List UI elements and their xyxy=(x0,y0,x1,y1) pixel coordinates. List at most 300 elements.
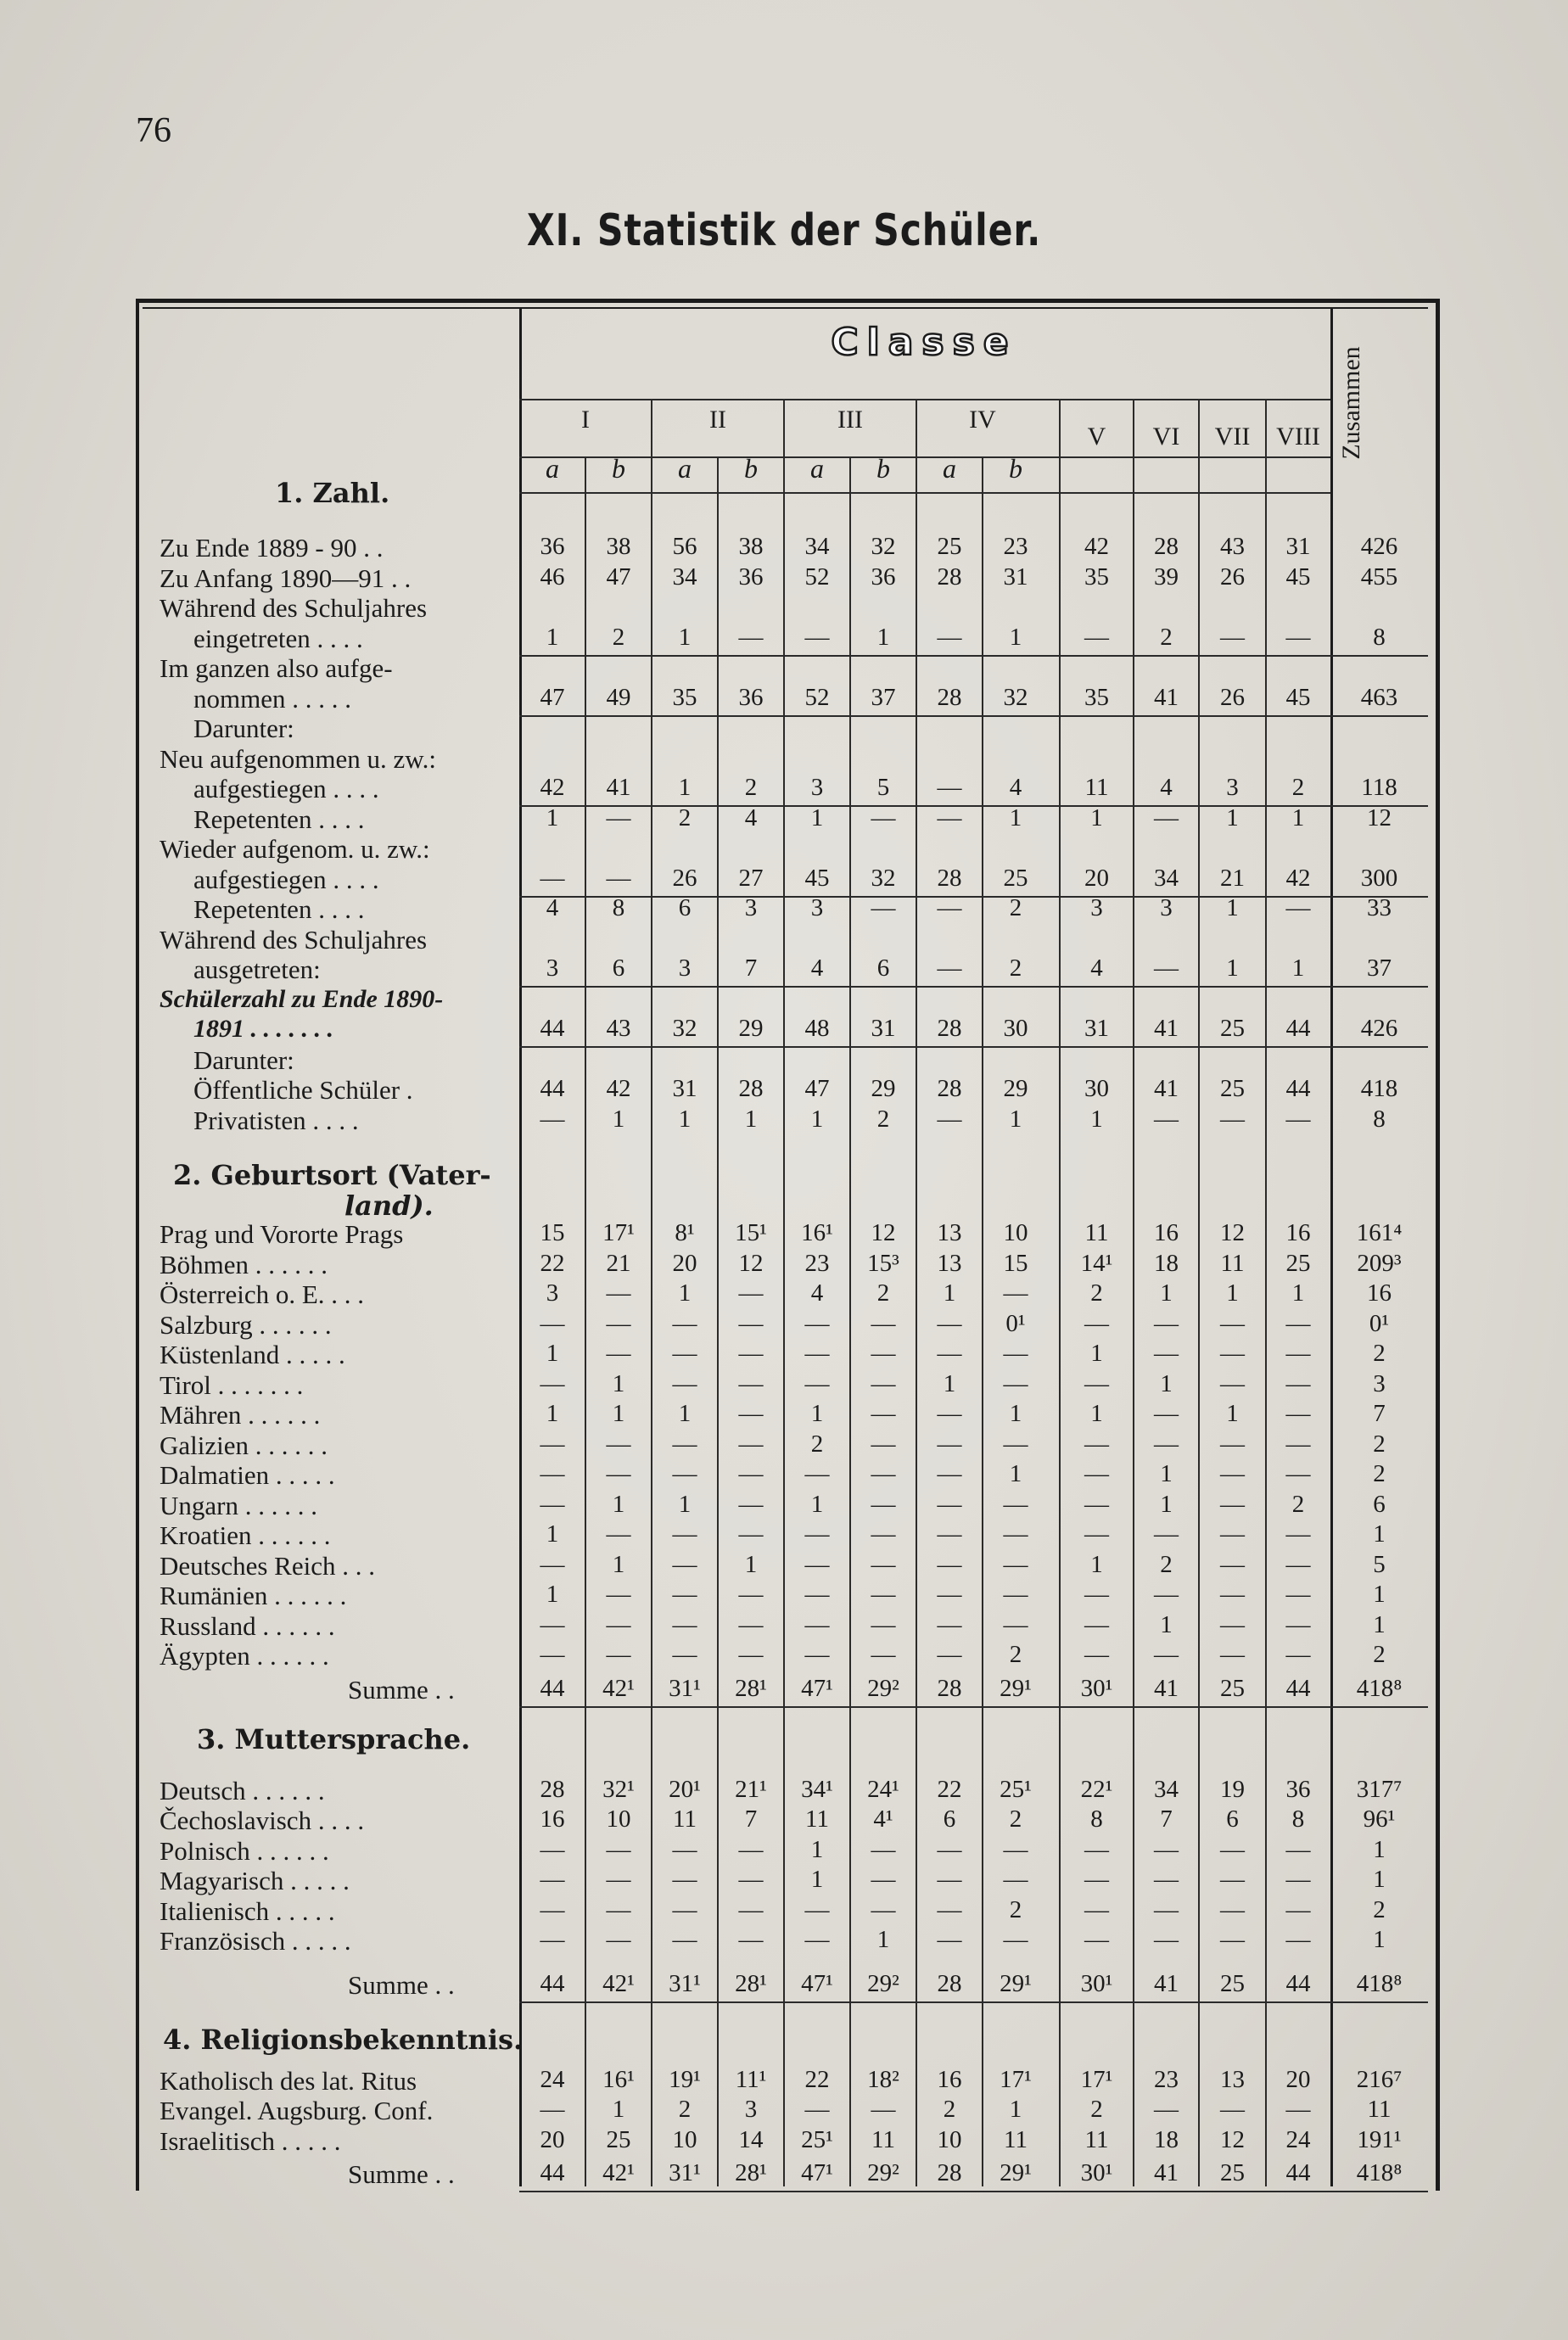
value-cell: 2 xyxy=(1090,2096,1103,2123)
row-label: Darunter: xyxy=(193,714,294,743)
total-cell: 8 xyxy=(1373,1105,1386,1133)
value-cell: 4 xyxy=(1009,774,1022,801)
value-cell: 28 xyxy=(937,1075,962,1102)
value-cell: 35 xyxy=(1084,683,1109,711)
total-cell: 118 xyxy=(1361,774,1397,801)
value-cell: — xyxy=(1003,1835,1028,1863)
value-cell: — xyxy=(1285,1309,1311,1337)
total-cell: 300 xyxy=(1360,864,1398,892)
value-cell: 18² xyxy=(867,2065,899,2093)
value-cell: — xyxy=(1285,1550,1311,1578)
value-cell: — xyxy=(738,1490,764,1518)
value-cell: 8 xyxy=(612,894,625,921)
row-label: Katholisch des lat. Ritus xyxy=(160,2065,417,2096)
row-label: Repetenten . . . . xyxy=(193,894,365,924)
value-cell: 25 xyxy=(1220,1969,1245,1997)
value-cell: 31 xyxy=(871,1015,896,1042)
value-cell: 1 xyxy=(612,1105,625,1133)
value-cell: — xyxy=(738,1926,764,1953)
value-cell: 31 xyxy=(1003,563,1028,591)
value-cell: 1 xyxy=(678,1279,692,1307)
value-cell: 1 xyxy=(1090,1400,1103,1427)
value-cell: — xyxy=(1003,1369,1028,1397)
value-cell: — xyxy=(1084,1610,1109,1638)
value-cell: 25¹ xyxy=(1000,1775,1032,1803)
value-cell: 1 xyxy=(1009,623,1022,651)
value-cell: — xyxy=(871,1340,896,1367)
classe-heading: Classe xyxy=(831,321,1017,364)
value-cell: 2 xyxy=(1160,1550,1173,1578)
value-cell: 1 xyxy=(1009,1460,1022,1487)
value-cell: 1 xyxy=(678,1400,692,1427)
total-cell: 1 xyxy=(1373,1581,1386,1608)
value-cell: 17¹ xyxy=(1000,2065,1032,2093)
value-cell: — xyxy=(1220,1926,1245,1953)
value-cell: 12 xyxy=(738,1249,764,1277)
value-cell: — xyxy=(1084,1309,1109,1337)
value-cell: — xyxy=(606,1926,631,1953)
value-cell: — xyxy=(1084,1926,1109,1953)
value-cell: 47¹ xyxy=(801,1969,833,1997)
value-cell: 3 xyxy=(1160,894,1173,921)
value-cell: 5 xyxy=(876,774,890,801)
row-label: Darunter: xyxy=(193,1044,294,1075)
value-cell: — xyxy=(871,1581,896,1608)
value-cell: — xyxy=(540,1460,565,1487)
value-cell: — xyxy=(738,1279,764,1307)
value-cell: — xyxy=(1003,1430,1028,1458)
value-cell: 31 xyxy=(1285,533,1311,560)
value-cell: 44 xyxy=(1285,1075,1311,1102)
value-cell: — xyxy=(937,1641,962,1668)
class-group-label-vi: VI xyxy=(1152,423,1180,451)
value-cell: — xyxy=(937,1926,962,1953)
row-label: Magyarisch . . . . . xyxy=(160,1866,350,1895)
row-label: Wieder aufgenom. u. zw.: xyxy=(160,834,430,864)
value-cell: — xyxy=(1220,1309,1245,1337)
total-cell: 0¹ xyxy=(1369,1309,1390,1337)
value-cell: 1 xyxy=(546,1400,559,1427)
total-cell: 418 xyxy=(1360,1075,1398,1102)
total-cell: 1 xyxy=(1373,1866,1386,1893)
total-cell: 7 xyxy=(1373,1400,1386,1427)
value-cell: — xyxy=(738,1340,764,1367)
value-cell: 47 xyxy=(606,563,631,591)
row-label: Privatisten . . . . xyxy=(193,1105,359,1135)
value-cell: 11 xyxy=(805,1805,829,1833)
value-cell: 23 xyxy=(1003,533,1028,560)
value-cell: — xyxy=(540,864,565,892)
header-rule xyxy=(519,492,1330,494)
value-cell: 11 xyxy=(1084,1219,1109,1246)
value-cell: 47 xyxy=(804,1075,830,1102)
value-cell: 24¹ xyxy=(867,1775,899,1803)
value-cell: 13 xyxy=(937,1219,962,1246)
value-cell: — xyxy=(1084,1460,1109,1487)
value-cell: 3 xyxy=(744,894,758,921)
value-cell: — xyxy=(871,1309,896,1337)
class-subdivision-label: a xyxy=(546,453,559,484)
row-label: Österreich o. E. . . . xyxy=(160,1279,365,1309)
value-cell: 1 xyxy=(546,1581,559,1608)
value-cell: 3 xyxy=(810,774,824,801)
value-cell: 0¹ xyxy=(1005,1309,1026,1337)
value-cell: — xyxy=(804,1340,830,1367)
class-group-label-viii: VIII xyxy=(1276,423,1320,451)
row-label: Zu Ende 1889 - 90 . . xyxy=(160,533,384,563)
value-cell: — xyxy=(1220,1866,1245,1893)
total-cell: 1 xyxy=(1373,1926,1386,1953)
value-cell: 31¹ xyxy=(669,2159,701,2186)
value-cell: 1 xyxy=(1291,803,1305,831)
row-label: Tirol . . . . . . . xyxy=(160,1369,304,1400)
value-cell: — xyxy=(540,1866,565,1893)
value-cell: 47¹ xyxy=(801,2159,833,2186)
row-rule xyxy=(519,2001,1428,2003)
value-cell: — xyxy=(937,1340,962,1367)
value-cell: 18 xyxy=(1154,2125,1179,2153)
value-cell: 7 xyxy=(744,1805,758,1833)
value-cell: — xyxy=(937,774,962,801)
value-cell: 1 xyxy=(1090,1105,1103,1133)
row-label: Französisch . . . . . xyxy=(160,1926,351,1956)
value-cell: — xyxy=(738,1866,764,1893)
value-cell: 1 xyxy=(810,1105,824,1133)
value-cell: — xyxy=(738,1400,764,1427)
value-cell: — xyxy=(672,1369,697,1397)
value-cell: — xyxy=(738,1641,764,1668)
value-cell: — xyxy=(540,1369,565,1397)
row-label: Salzburg . . . . . . xyxy=(160,1309,332,1340)
value-cell: 4 xyxy=(546,894,559,921)
value-cell: — xyxy=(1154,1581,1179,1608)
value-cell: 42 xyxy=(1285,864,1311,892)
value-cell: 41 xyxy=(1154,1674,1179,1702)
page-number: 76 xyxy=(136,111,171,150)
value-cell: 38 xyxy=(738,533,764,560)
value-cell: 25 xyxy=(606,2125,631,2153)
value-cell: — xyxy=(937,1490,962,1518)
value-cell: — xyxy=(871,1490,896,1518)
value-cell: 43 xyxy=(606,1015,631,1042)
value-cell: 2 xyxy=(1009,1895,1022,1923)
class-subdivision-label: b xyxy=(612,453,625,484)
value-cell: 44 xyxy=(540,2159,565,2186)
value-cell: 20 xyxy=(540,2125,565,2153)
value-cell: 23 xyxy=(1154,2065,1179,2093)
value-cell: 1 xyxy=(612,1550,625,1578)
value-cell: — xyxy=(871,803,896,831)
value-cell: — xyxy=(1084,1430,1109,1458)
value-cell: — xyxy=(1285,1340,1311,1367)
value-cell: — xyxy=(1003,1610,1028,1638)
value-cell: 11 xyxy=(1084,774,1109,801)
value-cell: 43 xyxy=(1220,533,1245,560)
value-cell: — xyxy=(1154,803,1179,831)
row-label: Mähren . . . . . . xyxy=(160,1400,321,1430)
total-cell: 96¹ xyxy=(1363,1805,1396,1833)
value-cell: 1 xyxy=(1009,1105,1022,1133)
value-cell: — xyxy=(1084,623,1109,651)
row-label: Kroatien . . . . . . xyxy=(160,1520,331,1550)
value-cell: 48 xyxy=(804,1015,830,1042)
value-cell: 36 xyxy=(738,563,764,591)
value-cell: — xyxy=(1003,1520,1028,1548)
value-cell: 8 xyxy=(1291,1805,1305,1833)
value-cell: — xyxy=(1285,1581,1311,1608)
value-cell: 27 xyxy=(738,864,764,892)
value-cell: — xyxy=(1154,1340,1179,1367)
value-cell: — xyxy=(738,623,764,651)
value-cell: 4 xyxy=(1090,954,1103,982)
value-cell: — xyxy=(1220,1490,1245,1518)
value-cell: — xyxy=(738,1520,764,1548)
value-cell: — xyxy=(1220,1520,1245,1548)
value-cell: — xyxy=(672,1460,697,1487)
value-cell: — xyxy=(606,1309,631,1337)
row-label: nommen . . . . . xyxy=(193,683,351,714)
value-cell: 52 xyxy=(804,563,830,591)
total-cell: 209³ xyxy=(1357,1249,1402,1277)
value-cell: — xyxy=(871,1866,896,1893)
value-cell: — xyxy=(871,1835,896,1863)
value-cell: — xyxy=(937,1520,962,1548)
value-cell: 30¹ xyxy=(1080,1969,1113,1997)
total-cell: 161⁴ xyxy=(1356,1219,1403,1246)
value-cell: 22 xyxy=(804,2065,830,2093)
value-cell: — xyxy=(606,1340,631,1367)
value-cell: 24 xyxy=(1285,2125,1311,2153)
value-cell: 1 xyxy=(678,1490,692,1518)
value-cell: 34 xyxy=(1154,1775,1179,1803)
value-cell: 4 xyxy=(810,954,824,982)
value-cell: 36 xyxy=(738,683,764,711)
value-cell: — xyxy=(672,1520,697,1548)
class-group-label-v: V xyxy=(1087,423,1106,451)
value-cell: 1 xyxy=(810,1835,824,1863)
value-cell: 1 xyxy=(1160,1490,1173,1518)
value-cell: 44 xyxy=(1285,1969,1311,1997)
value-cell: — xyxy=(1285,1430,1311,1458)
value-cell: 41 xyxy=(1154,683,1179,711)
total-cell: 418⁸ xyxy=(1356,1969,1403,1997)
value-cell: 47¹ xyxy=(801,1674,833,1702)
value-cell: 29² xyxy=(867,1969,899,1997)
value-cell: — xyxy=(1154,1520,1179,1548)
value-cell: 1 xyxy=(810,1400,824,1427)
row-rule xyxy=(519,715,1428,717)
value-cell: 30¹ xyxy=(1080,2159,1113,2186)
total-cell: 1 xyxy=(1373,1835,1386,1863)
value-cell: 1 xyxy=(744,1550,758,1578)
value-cell: 29² xyxy=(867,1674,899,1702)
row-label: Galizien . . . . . . xyxy=(160,1430,328,1460)
value-cell: — xyxy=(1154,1309,1179,1337)
value-cell: 28 xyxy=(937,864,962,892)
section-heading-geburtsort: 2. Geburtsort (Vater- xyxy=(173,1159,491,1191)
value-cell: 28 xyxy=(937,683,962,711)
value-cell: 4 xyxy=(744,803,758,831)
value-cell: — xyxy=(672,1550,697,1578)
value-cell: — xyxy=(937,894,962,921)
value-cell: 29¹ xyxy=(1000,1674,1032,1702)
value-cell: 2 xyxy=(1009,954,1022,982)
class-group-label-iv: IV xyxy=(969,406,996,434)
value-cell: 34 xyxy=(672,563,697,591)
value-cell: — xyxy=(1220,1105,1245,1133)
value-cell: — xyxy=(540,1895,565,1923)
total-cell: 11 xyxy=(1367,2096,1392,2123)
total-cell: 191¹ xyxy=(1357,2125,1402,2153)
class-subdivision-label: a xyxy=(678,453,692,484)
value-cell: — xyxy=(804,1550,830,1578)
value-cell: 7 xyxy=(1160,1805,1173,1833)
row-label: Evangel. Augsburg. Conf. xyxy=(160,2096,434,2125)
total-cell: 8 xyxy=(1373,623,1386,651)
value-cell: 16¹ xyxy=(801,1219,833,1246)
row-label: Neu aufgenommen u. zw.: xyxy=(160,743,436,774)
total-cell: 418⁸ xyxy=(1356,1674,1403,1702)
value-cell: 49 xyxy=(606,683,631,711)
value-cell: — xyxy=(1154,1926,1179,1953)
value-cell: 1 xyxy=(1226,954,1239,982)
value-cell: — xyxy=(1154,1105,1179,1133)
value-cell: 20 xyxy=(1285,2065,1311,2093)
value-cell: 21 xyxy=(606,1249,631,1277)
value-cell: — xyxy=(606,1460,631,1487)
value-cell: 28¹ xyxy=(735,1674,767,1702)
total-cell: 216⁷ xyxy=(1356,2065,1403,2093)
value-cell: 31 xyxy=(672,1075,697,1102)
summe-label: Summe . . xyxy=(348,1674,455,1705)
value-cell: 25 xyxy=(1220,2159,1245,2186)
value-cell: — xyxy=(540,1490,565,1518)
value-cell: — xyxy=(871,1430,896,1458)
row-label: Während des Schuljahres xyxy=(160,924,428,954)
summe-label: Summe . . xyxy=(348,2159,455,2189)
row-label: Im ganzen also aufge- xyxy=(160,653,393,683)
value-cell: — xyxy=(937,1430,962,1458)
value-cell: 1 xyxy=(1160,1279,1173,1307)
row-label: Rumänien . . . . . . xyxy=(160,1581,347,1610)
value-cell: 52 xyxy=(804,683,830,711)
value-cell: 10 xyxy=(1003,1219,1028,1246)
value-cell: 11 xyxy=(1084,2125,1109,2153)
value-cell: 28 xyxy=(1154,533,1179,560)
value-cell: 32¹ xyxy=(602,1775,635,1803)
total-cell: 5 xyxy=(1373,1550,1386,1578)
value-cell: — xyxy=(1084,1490,1109,1518)
value-cell: 37 xyxy=(871,683,896,711)
value-cell: — xyxy=(1220,1581,1245,1608)
row-label: Ungarn . . . . . . xyxy=(160,1490,317,1520)
value-cell: 45 xyxy=(1285,683,1311,711)
value-cell: 34¹ xyxy=(801,1775,833,1803)
value-cell: 31¹ xyxy=(669,1674,701,1702)
row-label: Während des Schuljahres xyxy=(160,593,428,623)
value-cell: — xyxy=(672,1581,697,1608)
value-cell: — xyxy=(804,2096,830,2123)
value-cell: 44 xyxy=(540,1674,565,1702)
value-cell: — xyxy=(1154,954,1179,982)
row-rule xyxy=(519,986,1428,988)
value-cell: 1 xyxy=(1160,1610,1173,1638)
value-cell: 29 xyxy=(738,1015,764,1042)
value-cell: — xyxy=(937,1835,962,1863)
row-label: Deutsches Reich . . . xyxy=(160,1550,375,1581)
value-cell: — xyxy=(937,1400,962,1427)
total-cell: 426 xyxy=(1360,1015,1398,1042)
row-label: Zu Anfang 1890—91 . . xyxy=(160,563,412,593)
value-cell: — xyxy=(1154,1866,1179,1893)
value-cell: 34 xyxy=(1154,864,1179,892)
value-cell: 4 xyxy=(1160,774,1173,801)
value-cell: 1 xyxy=(1090,1550,1103,1578)
value-cell: 45 xyxy=(804,864,830,892)
value-cell: 32 xyxy=(871,533,896,560)
row-label: Küstenland . . . . . xyxy=(160,1340,345,1369)
value-cell: — xyxy=(540,1926,565,1953)
value-cell: — xyxy=(937,1895,962,1923)
value-cell: — xyxy=(1285,1520,1311,1548)
total-cell: 3 xyxy=(1373,1369,1386,1397)
class-subdivision-label: b xyxy=(876,453,890,484)
value-cell: 1 xyxy=(1226,803,1239,831)
value-cell: — xyxy=(606,1520,631,1548)
value-cell: 3 xyxy=(1226,774,1239,801)
value-cell: 7 xyxy=(744,954,758,982)
value-cell: 41 xyxy=(606,774,631,801)
value-cell: 21 xyxy=(1220,864,1245,892)
row-label: Ägypten . . . . . . xyxy=(160,1641,329,1671)
value-cell: 29¹ xyxy=(1000,1969,1032,1997)
value-cell: 3 xyxy=(546,954,559,982)
value-cell: 11 xyxy=(871,2125,895,2153)
value-cell: — xyxy=(738,1610,764,1638)
value-cell: — xyxy=(1154,1895,1179,1923)
value-cell: 2 xyxy=(1090,1279,1103,1307)
value-cell: 41 xyxy=(1154,1969,1179,1997)
value-cell: 15¹ xyxy=(735,1219,767,1246)
value-cell: — xyxy=(1154,2096,1179,2123)
value-cell: — xyxy=(1003,1926,1028,1953)
total-cell: 317⁷ xyxy=(1356,1775,1403,1803)
value-cell: 35 xyxy=(672,683,697,711)
total-cell: 2 xyxy=(1373,1641,1386,1668)
value-cell: 19 xyxy=(1220,1775,1245,1803)
value-cell: — xyxy=(1220,1430,1245,1458)
value-cell: 23 xyxy=(804,1249,830,1277)
value-cell: 20 xyxy=(672,1249,697,1277)
zusammen-heading xyxy=(1330,322,1373,484)
value-cell: — xyxy=(804,1460,830,1487)
section-heading-geburtsort-continued: land). xyxy=(344,1189,434,1222)
value-cell: 3 xyxy=(678,954,692,982)
value-cell: — xyxy=(804,1581,830,1608)
total-cell: 37 xyxy=(1367,954,1392,982)
value-cell: 28 xyxy=(540,1775,565,1803)
value-cell: 2 xyxy=(744,774,758,801)
row-label: Öffentliche Schüler . xyxy=(193,1075,413,1105)
value-cell: — xyxy=(1084,1520,1109,1548)
value-cell: — xyxy=(1285,1610,1311,1638)
value-cell: — xyxy=(1220,1369,1245,1397)
value-cell: 1 xyxy=(1226,1279,1239,1307)
value-cell: — xyxy=(1084,1581,1109,1608)
value-cell: 38 xyxy=(606,533,631,560)
value-cell: 1 xyxy=(810,1490,824,1518)
value-cell: — xyxy=(1003,1550,1028,1578)
